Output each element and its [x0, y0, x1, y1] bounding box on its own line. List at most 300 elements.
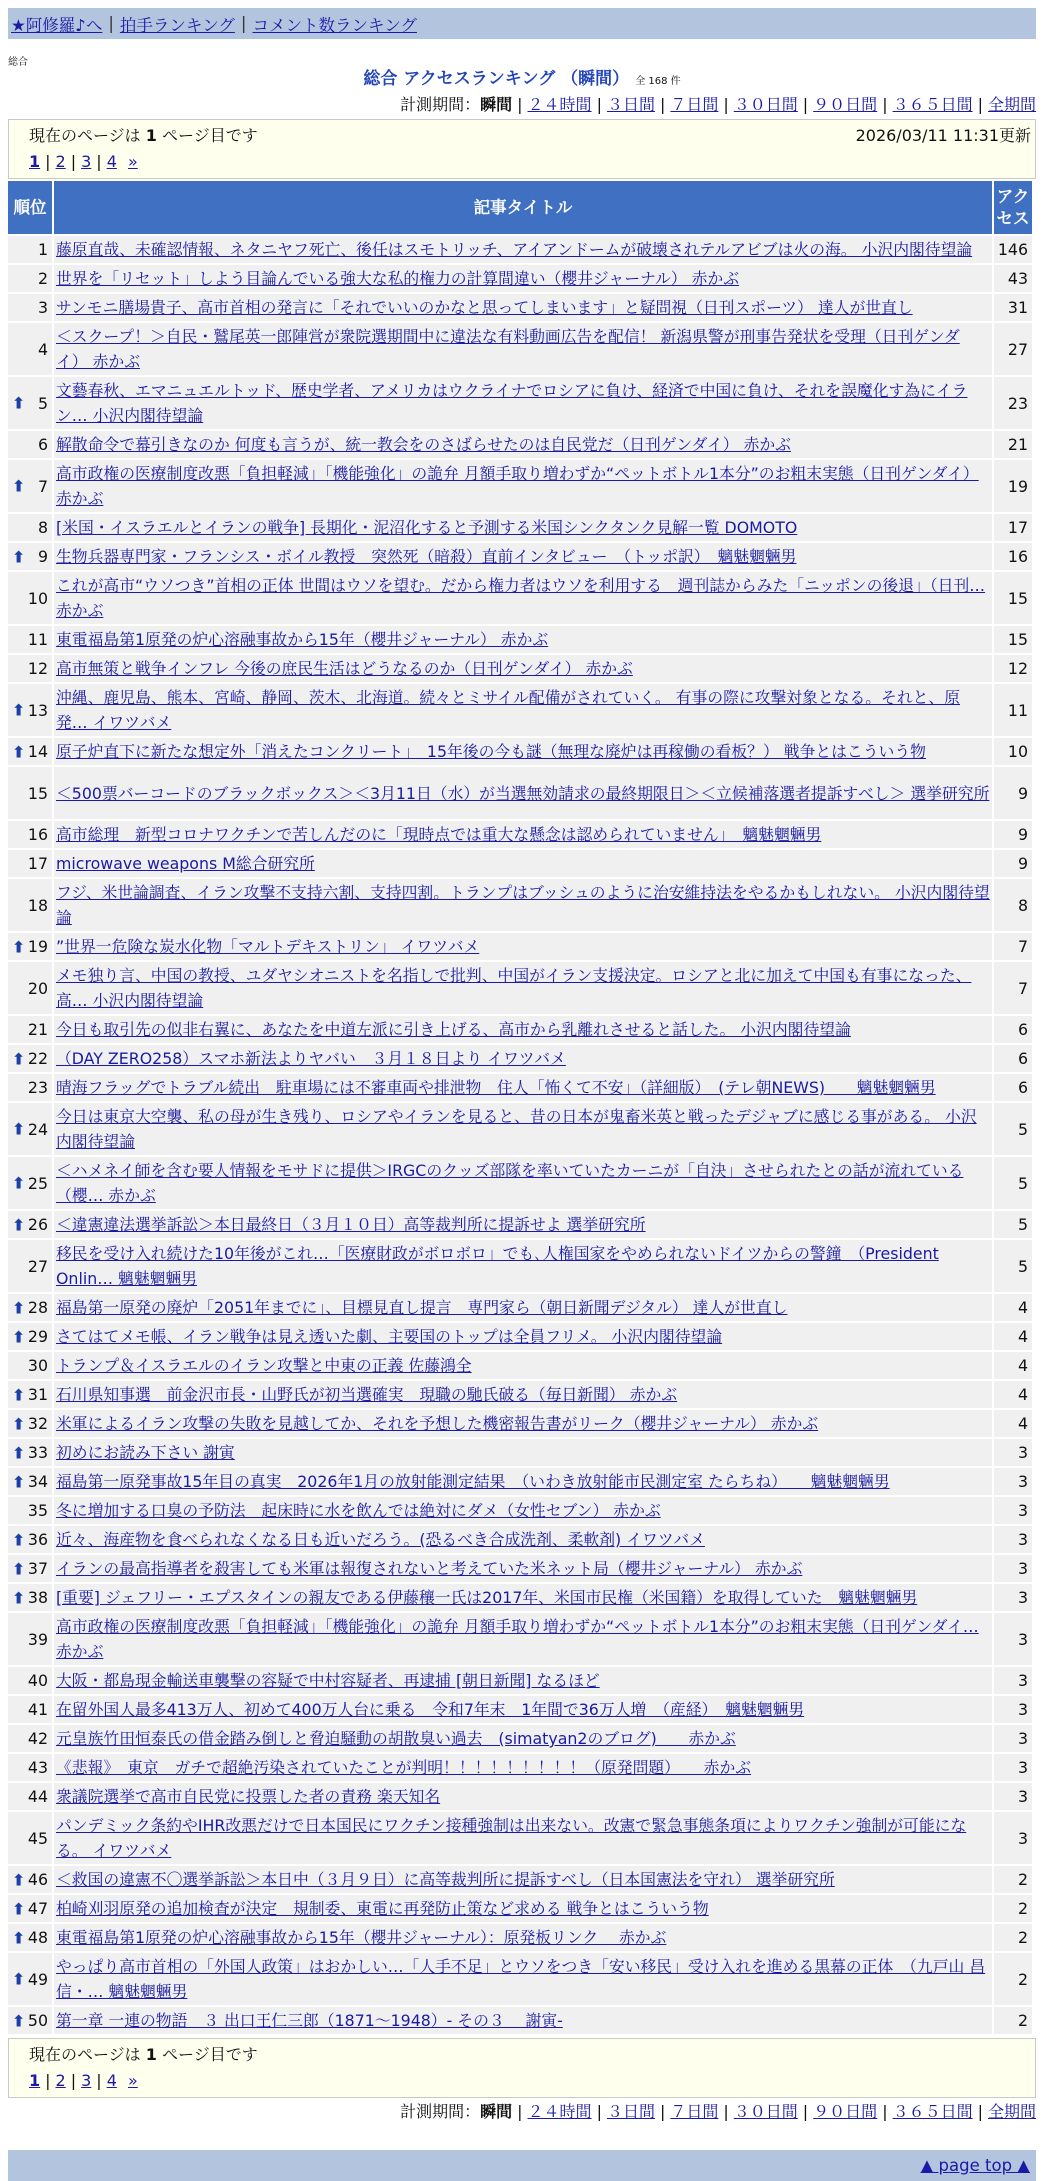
title-cell [54, 1016, 992, 1043]
table-row [8, 1157, 1032, 1209]
title-cell [54, 1497, 992, 1524]
rank-cell [8, 460, 52, 512]
table-row [8, 377, 1032, 429]
rank-number: 20 [27, 978, 48, 998]
rank-up-arrow-icon: ⬆ [12, 1298, 26, 1317]
access-count: 15 [994, 572, 1032, 624]
rank-number: 43 [27, 1758, 48, 1777]
title-cell [54, 2007, 992, 2034]
rank-number: 14 [27, 742, 48, 761]
access-count: 3 [994, 1468, 1032, 1495]
page-top-link[interactable]: ▲ page top ▲ [920, 2156, 1030, 2175]
article-link[interactable]: 元皇族竹田恒泰氏の借金踏み倒しと脅迫騒動の胡散臭い過去 (simatyan2のブログ) 赤かぶ [56, 1729, 736, 1748]
title-cell [54, 767, 992, 819]
title-cell [54, 1696, 992, 1723]
period-separator: | [517, 95, 523, 114]
access-count: 3 [994, 1754, 1032, 1781]
rank-cell [8, 1895, 52, 1922]
rank-cell [8, 1613, 52, 1665]
article-link[interactable]: 米軍によるイラン攻撃の失敗を見越してか、それを予想した機密報告書がリーク（櫻井ジャーナル） 赤かぶ [56, 1414, 819, 1433]
title-cell [54, 377, 992, 429]
rank-cell [8, 1323, 52, 1350]
title-cell [54, 514, 992, 541]
rank-number: 50 [27, 2011, 48, 2030]
rank-cell [8, 2007, 52, 2034]
access-count: 4 [994, 1294, 1032, 1321]
period-option-3[interactable]: ７日間 [670, 2102, 719, 2121]
title-cell [54, 1526, 992, 1553]
rank-up-arrow-icon: ⬆ [12, 1173, 26, 1193]
title-cell [54, 1613, 992, 1665]
rank-cell [8, 1410, 52, 1437]
rank-cell [8, 1924, 52, 1951]
rank-number: 11 [27, 630, 48, 649]
page-link-2[interactable]: 2 [55, 2071, 66, 2090]
rank-cell [8, 1157, 52, 1209]
period-option-1[interactable]: ２４時間 [527, 95, 592, 114]
title-header: 記事タイトル [54, 181, 992, 234]
article-link[interactable]: 今日は東京大空襲、私の母が生き残り、ロシアやイランを見ると、昔の日本が鬼畜米英と戦ったデジャブに感じる事がある。 小沢内閣待望論 [56, 1107, 977, 1151]
rank-number: 36 [27, 1530, 48, 1549]
table-row [8, 738, 1032, 765]
table-row [8, 514, 1032, 541]
table-row [8, 431, 1032, 458]
rank-number: 17 [27, 854, 48, 873]
access-count: 5 [994, 1211, 1032, 1238]
access-count: 5 [994, 1240, 1032, 1292]
rank-cell [8, 821, 52, 848]
article-link[interactable]: トランプ＆イスラエルのイラン攻撃と中東の正義 佐藤鴻全 [56, 1356, 472, 1375]
access-count: 31 [994, 294, 1032, 321]
article-link[interactable]: やっぱり高市首相の「外国人政策」はおかしい…「人手不足」とウソをつき「安い移民」受け入れを進める黒幕の正体 （九戸山 昌信・… 魑魅魍魎男 [56, 1957, 986, 2001]
article-link[interactable]: [重要] ジェフリー・エプスタインの親友である伊藤穰一氏は2017年、米国市民権（米国籍）を取得していた 魑魅魍魎男 [56, 1588, 918, 1607]
access-count: 6 [994, 1074, 1032, 1101]
table-row [8, 572, 1032, 624]
article-link[interactable]: 高市無策と戦争インフレ 今後の庶民生活はどうなるのか（日刊ゲンダイ） 赤かぶ [56, 659, 633, 678]
rank-up-arrow-icon: ⬆ [12, 1119, 26, 1139]
article-link[interactable]: ”世界一危険な炭水化物「マルトデキストリン」 イワツバメ [56, 937, 480, 956]
access-count: 3 [994, 1439, 1032, 1466]
page-status [29, 2042, 1021, 2068]
article-link[interactable]: フジ、米世論調査、イラン攻撃不支持六割、支持四割。トランプはブッシュのように治安維持法をやるかもしれない。 小沢内閣待望論 [56, 883, 990, 927]
article-link[interactable]: 東電福島第1原発の炉心溶融事故から15年（櫻井ジャーナル）：原発板リンク 赤かぶ [56, 1928, 667, 1947]
rank-cell [8, 1103, 52, 1155]
article-link[interactable]: 福島第一原発の廃炉「2051年までに」、目標見直し提言 専門家ら（朝日新聞デジタル） 達人が世直し [56, 1298, 788, 1317]
article-link[interactable]: 高市政権の医療制度改悪「負担軽減」「機能強化」の詭弁 月額手取り増わずか“ペットボトル1本分”のお粗末実態（日刊ゲンダイ… 赤かぶ [56, 1617, 979, 1661]
rank-cell [8, 879, 52, 931]
title-cell [54, 1667, 992, 1694]
rank-cell [8, 1667, 52, 1694]
ranking-table [6, 179, 1034, 2036]
rank-cell [8, 767, 52, 819]
article-link[interactable]: ＜ハメネイ師を含む要人情報をモサドに提供＞IRGCのクッズ部隊を率いていたカーニが「自決」させられたとの話が流れている（櫻… 赤かぶ [56, 1161, 964, 1205]
rank-number: 22 [27, 1049, 48, 1068]
title-cell [54, 684, 992, 736]
article-link[interactable]: これが高市“ウソつき”首相の正体 世間はウソを望む。だから権力者はウソを利用する 週刊誌からみた「ニッポンの後退」（日刊… 赤かぶ [56, 576, 986, 620]
rank-number: 49 [27, 1969, 48, 1989]
access-count: 19 [994, 460, 1032, 512]
table-row [8, 1323, 1032, 1350]
rank-number: 18 [27, 895, 48, 915]
access-count: 3 [994, 1613, 1032, 1665]
period-option-5[interactable]: ９０日間 [813, 2102, 878, 2121]
page-status-suffix: ページ目です [162, 2045, 258, 2064]
access-count: 8 [994, 879, 1032, 931]
next-page-link[interactable]: » [127, 2071, 138, 2090]
table-row [8, 879, 1032, 931]
page-status-prefix: 現在のページは [29, 2045, 141, 2064]
page-link-3[interactable]: 3 [81, 2071, 92, 2090]
rank-number: 12 [27, 659, 48, 678]
access-count: 2 [994, 1924, 1032, 1951]
access-count: 7 [994, 933, 1032, 960]
article-link[interactable]: 生物兵器専門家・フランシス・ボイル教授 突然死（暗殺）直前インタビュー （トッポ訳） 魑魅魍魎男 [56, 547, 797, 566]
title-cell [54, 1323, 992, 1350]
rank-header: 順位 [8, 181, 52, 234]
pager-box [8, 119, 1036, 179]
title-cell [54, 1866, 992, 1893]
title-cell [54, 1074, 992, 1101]
rank-up-arrow-icon: ⬆ [12, 1443, 26, 1462]
table-row [8, 1381, 1032, 1408]
title-cell [54, 1783, 992, 1810]
page-link-1[interactable]: 1 [29, 2071, 41, 2090]
title-cell [54, 1352, 992, 1379]
rank-number: 19 [27, 937, 48, 956]
article-link[interactable]: ＜500票バーコードのブラックボックス＞＜3月11日（水）が当選無効請求の最終期限日＞＜立候補落選者提訴すべし＞ 選挙研究所 [56, 783, 990, 803]
rank-number: 10 [27, 588, 48, 608]
rank-cell [8, 1953, 52, 2005]
access-count: 43 [994, 265, 1032, 292]
article-link[interactable]: 柏崎刈羽原発の追加検査が決定 規制委、東電に再発防止策など求める 戦争とはこういう物 [56, 1899, 709, 1918]
article-link[interactable]: 大阪・都島現金輸送車襲撃の容疑で中村容疑者、再逮捕 [朝日新聞] なるほど [56, 1671, 600, 1690]
access-count: 3 [994, 1555, 1032, 1582]
rank-cell [8, 684, 52, 736]
article-link[interactable]: ＜スクープ！＞自民・鷲尾英一郎陣営が衆院選期間中に違法な有料動画広告を配信！ 新潟県警が刑事告発状を受理（日刊ゲンダイ） 赤かぶ [56, 327, 960, 371]
home-link[interactable]: ★阿修羅♪へ [11, 15, 103, 35]
title-cell [54, 265, 992, 292]
article-link[interactable]: 《悲報》 東京 ガチで超絶汚染されていたことが判明！！！！！！！！！（原発問題） 赤かぶ [56, 1758, 752, 1777]
genre-label: 総合 [8, 57, 28, 68]
table-row [8, 1725, 1032, 1752]
period-separator: | [882, 95, 888, 114]
table-row [8, 323, 1032, 375]
updated-timestamp: 2026/03/11 11:31更新 [855, 126, 1031, 145]
article-link[interactable]: 藤原直哉、未確認情報、ネタニヤフ死亡、後任はスモトリッチ、アイアンドームが破壊されテルアビブは火の海。 小沢内閣待望論 [56, 240, 973, 259]
article-link[interactable]: 高市政権の医療制度改悪「負担軽減」「機能強化」の詭弁 月額手取り増わずか“ペットボトル1本分”のお粗末実態（日刊ゲンダイ） 赤かぶ [56, 464, 979, 508]
period-separator: | [659, 95, 666, 114]
period-separator: | [517, 2102, 523, 2121]
period-separator: | [723, 2102, 729, 2121]
article-link[interactable]: microwave weapons M総合研究所 [56, 854, 315, 873]
article-link[interactable]: さてはてメモ帳、イラン戦争は見え透いた劇、主要国のトップは全員フリメ。 小沢内閣待望論 [56, 1327, 723, 1346]
access-count: 4 [994, 1352, 1032, 1379]
article-link[interactable]: 移民を受け入れ続けた10年後がこれ…「医療財政がボロボロ」でも､人権国家をやめられないドイツからの警鐘 （President Onlin… 魑魅魍魎男 [56, 1244, 939, 1288]
rank-number: 21 [27, 1020, 48, 1039]
title-cell [54, 879, 992, 931]
rank-up-arrow-icon: ⬆ [12, 742, 26, 761]
rank-number: 31 [27, 1385, 48, 1404]
access-count: 3 [994, 1783, 1032, 1810]
title-cell [54, 1240, 992, 1292]
period-option-6[interactable]: ３６５日間 [892, 2102, 973, 2121]
article-link[interactable]: [米国・イスラエルとイランの戦争] 長期化・泥沼化すると予測する米国シンクタンク見解一覧 DOMOTO [56, 518, 798, 537]
rank-number: 25 [27, 1173, 48, 1193]
page-link-3[interactable]: 3 [81, 152, 92, 171]
article-link[interactable]: パンデミック条約やIHR改悪だけで日本国民にワクチン接種強制は出来ない。改憲で緊急事態条項によりワクチン強制が可能になる。 イワツバメ [56, 1816, 967, 1860]
rank-cell [8, 265, 52, 292]
title-cell [54, 1895, 992, 1922]
access-count: 4 [994, 1323, 1032, 1350]
period-selector [8, 91, 1036, 119]
clap-ranking-link[interactable]: 拍手ランキング [119, 15, 235, 35]
title-cell [54, 1812, 992, 1864]
period-option-7[interactable]: 全期間 [987, 95, 1036, 114]
title-cell [54, 850, 992, 877]
title-cell [54, 1410, 992, 1437]
access-count: 7 [994, 962, 1032, 1014]
access-count: 15 [994, 626, 1032, 653]
article-link[interactable]: 近々、海産物を食べられなくなる日も近いだろう。(恐るべき合成洗剤、柔軟剤) イワツバメ [56, 1530, 705, 1549]
article-link[interactable]: 今日も取引先の似非右翼に、あなたを中道左派に引き上げる、高市から乳離れさせると話した。 小沢内閣待望論 [56, 1020, 851, 1039]
period-option-2[interactable]: ３日間 [606, 2102, 655, 2121]
article-link[interactable]: 冬に増加する口臭の予防法 起床時に水を飲んでは絶対にダメ（女性セブン） 赤かぶ [56, 1501, 661, 1520]
article-link[interactable]: イランの最高指導者を殺害しても米軍は報復されないと考えていた米ネット局（櫻井ジャーナル） 赤かぶ [56, 1559, 803, 1578]
nav-separator: | [240, 14, 247, 33]
table-row [8, 1526, 1032, 1553]
access-count: 27 [994, 323, 1032, 375]
rank-up-arrow-icon: ⬆ [12, 1559, 26, 1578]
title-cell [54, 1211, 992, 1238]
rank-cell [8, 294, 52, 321]
article-link[interactable]: 沖縄、鹿児島、熊本、宮崎、静岡、茨木、北海道。続々とミサイル配備がされていく。 有事の際に攻撃対象となる。それと、原発… イワツバメ [56, 688, 961, 732]
table-row [8, 1783, 1032, 1810]
table-row [8, 294, 1032, 321]
rank-up-arrow-icon: ⬆ [12, 1414, 26, 1433]
rank-number: 33 [27, 1443, 48, 1462]
rank-up-arrow-icon: ⬆ [12, 1928, 26, 1947]
next-page-link[interactable]: » [127, 152, 138, 171]
period-option-4[interactable]: ３０日間 [733, 95, 798, 114]
table-row [8, 1045, 1032, 1072]
rank-up-arrow-icon: ⬆ [12, 476, 26, 496]
title-cell [54, 1584, 992, 1611]
comment-ranking-link[interactable]: コメント数ランキング [252, 15, 417, 35]
rank-number: 26 [27, 1215, 48, 1234]
rank-cell [8, 431, 52, 458]
article-link[interactable]: ＜違憲違法選挙訴訟＞本日最終日（３月１０日）高等裁判所に提訴せよ 選挙研究所 [56, 1215, 646, 1234]
table-row [8, 1439, 1032, 1466]
rank-cell [8, 1725, 52, 1752]
title-cell [54, 1439, 992, 1466]
article-link[interactable]: 在留外国人最多413万人、初めて400万人台に乗る 令和7年末 1年間で36万人増 （産経） 魑魅魍魎男 [56, 1700, 805, 1719]
article-link[interactable]: 石川県知事選 前金沢市長・山野氏が初当選確実 現職の馳氏破る（毎日新聞） 赤かぶ [56, 1385, 678, 1404]
table-row [8, 684, 1032, 736]
title-cell [54, 294, 992, 321]
period-option-6[interactable]: ３６５日間 [892, 95, 973, 114]
period-separator: | [977, 2102, 983, 2121]
access-count: 3 [994, 1667, 1032, 1694]
access-count: 11 [994, 684, 1032, 736]
rank-number: 40 [27, 1671, 48, 1690]
title-cell [54, 655, 992, 682]
pagination [29, 149, 1021, 175]
access-count: 9 [994, 850, 1032, 877]
article-link[interactable]: 東電福島第1原発の炉心溶融事故から15年（櫻井ジャーナル） 赤かぶ [56, 630, 549, 649]
table-row [8, 933, 1032, 960]
article-link[interactable]: 原子炉直下に新たな想定外「消えたコンクリート」 15年後の今も謎（無理な廃炉は再稼働の看板？） 戦争とはこういう物 [56, 742, 926, 761]
table-row [8, 1667, 1032, 1694]
period-option-2[interactable]: ３日間 [606, 95, 655, 114]
pagination [29, 2068, 1021, 2094]
rank-cell [8, 1783, 52, 1810]
article-link[interactable]: 初めにお読み下さい 謝寅 [56, 1443, 235, 1462]
page-link-4[interactable]: 4 [106, 2071, 117, 2090]
period-option-4[interactable]: ３０日間 [733, 2102, 798, 2121]
rank-number: 48 [27, 1928, 48, 1947]
rank-up-arrow-icon: ⬆ [12, 1899, 26, 1918]
title-cell [54, 1725, 992, 1752]
period-current: 瞬間 [480, 2102, 513, 2121]
rank-number: 3 [37, 298, 48, 317]
period-option-3[interactable]: ７日間 [670, 95, 719, 114]
pagination-separator: | [70, 2071, 77, 2090]
table-row [8, 460, 1032, 512]
rank-number: 35 [27, 1501, 48, 1520]
ranking-rows [8, 236, 1032, 2034]
rank-number: 42 [27, 1729, 48, 1748]
title-cell [54, 962, 992, 1014]
article-link[interactable]: サンモニ膳場貴子、高市首相の発言に「それでいいのかなと思ってしまいます」と疑問視（日刊スポーツ） 達人が世直し [56, 298, 913, 317]
rank-number: 27 [27, 1256, 48, 1276]
rank-cell [8, 1381, 52, 1408]
rank-up-arrow-icon: ⬆ [12, 937, 26, 956]
rank-cell [8, 1526, 52, 1553]
rank-number: 15 [27, 783, 48, 803]
table-row [8, 1613, 1032, 1665]
rank-cell [8, 738, 52, 765]
period-separator: | [596, 95, 602, 114]
pagination-separator: | [96, 2071, 102, 2090]
article-link[interactable]: ＜救国の違憲不〇選挙訴訟＞本日中（３月９日）に高等裁判所に提訴すべし（日本国憲法を守れ） 選挙研究所 [56, 1870, 835, 1889]
access-count: 9 [994, 767, 1032, 819]
top-nav-bar [8, 8, 1036, 39]
article-link[interactable]: 世界を「リセット」しよう目論んでいる強大な私的権力の計算間違い（櫻井ジャーナル） 赤かぶ [56, 269, 740, 288]
article-link[interactable]: メモ独り言、中国の教授、ユダヤシオニストを名指しで批判、中国がイラン支援決定。ロシアと北に加えて中国も有事になった、高… 小沢内閣待望論 [56, 966, 972, 1010]
table-row [8, 1812, 1032, 1864]
rank-cell [8, 236, 52, 263]
table-row [8, 1016, 1032, 1043]
rank-up-arrow-icon: ⬆ [12, 1327, 26, 1346]
article-link[interactable]: （DAY ZERO258）スマホ新法よりヤバい ３月１８日より イワツバメ [56, 1049, 566, 1068]
access-count: 5 [994, 1157, 1032, 1209]
period-label: 計測期間： [400, 2102, 481, 2121]
access-count: 12 [994, 655, 1032, 682]
article-link[interactable]: 晴海フラッグでトラブル続出 駐車場には不審車両や排泄物 住人「怖くて不安」（詳細版） (テレ朝NEWS) 魑魅魍魎男 [56, 1078, 936, 1097]
rank-up-arrow-icon: ⬆ [12, 1472, 26, 1491]
access-count: 2 [994, 1953, 1032, 2005]
access-count: 3 [994, 1696, 1032, 1723]
access-count: 23 [994, 377, 1032, 429]
period-option-1[interactable]: ２４時間 [527, 2102, 592, 2121]
page-link-4[interactable]: 4 [106, 152, 117, 171]
rank-up-arrow-icon: ⬆ [12, 1530, 26, 1549]
rank-number: 7 [37, 476, 48, 496]
article-link[interactable]: 高市総理 新型コロナワクチンで苦しんだのに「現時点では重大な懸念は認められていません」 魑魅魍魎男 [56, 825, 822, 844]
table-header-row [8, 181, 1032, 234]
access-count: 3 [994, 1526, 1032, 1553]
rank-number: 41 [27, 1700, 48, 1719]
title-cell [54, 626, 992, 653]
table-row [8, 1497, 1032, 1524]
title-cell [54, 236, 992, 263]
rank-number: 9 [37, 547, 48, 566]
access-count: 3 [994, 1812, 1032, 1864]
access-count: 2 [994, 1866, 1032, 1893]
title-cell [54, 543, 992, 570]
access-count: 4 [994, 1381, 1032, 1408]
rank-cell [8, 1497, 52, 1524]
article-link[interactable]: 第一章 一連の物語 ３ 出口王仁三郎（1871～1948）- その３ 謝寅- [56, 2011, 563, 2030]
rank-cell [8, 1812, 52, 1864]
article-link[interactable]: 解散命令で幕引きなのか 何度も言うが、統一教会をのさばらせたのは自民党だ（日刊ゲンダイ） 赤かぶ [56, 435, 791, 454]
rank-number: 38 [27, 1588, 48, 1607]
rank-number: 24 [27, 1119, 48, 1139]
period-option-7[interactable]: 全期間 [987, 2102, 1036, 2121]
article-link[interactable]: 衆議院選挙で高市自民党に投票した者の責務 楽天知名 [56, 1787, 441, 1806]
access-count: 3 [994, 1497, 1032, 1524]
page-link-2[interactable]: 2 [55, 152, 66, 171]
rank-up-arrow-icon: ⬆ [12, 2011, 26, 2030]
rank-cell [8, 626, 52, 653]
pagination-separator: | [45, 152, 51, 171]
rank-cell [8, 572, 52, 624]
rank-cell [8, 1754, 52, 1781]
table-row [8, 2007, 1032, 2034]
rank-number: 13 [27, 700, 48, 720]
page-link-1[interactable]: 1 [29, 152, 41, 171]
table-row [8, 265, 1032, 292]
rank-up-arrow-icon: ⬆ [12, 1215, 26, 1234]
table-row [8, 1924, 1032, 1951]
rank-up-arrow-icon: ⬆ [12, 1969, 26, 1989]
table-row [8, 1294, 1032, 1321]
rank-cell [8, 1555, 52, 1582]
table-row [8, 626, 1032, 653]
rank-up-arrow-icon: ⬆ [12, 547, 26, 566]
period-separator: | [723, 95, 729, 114]
access-count: 17 [994, 514, 1032, 541]
rank-cell [8, 1074, 52, 1101]
table-row [8, 821, 1032, 848]
table-row [8, 1352, 1032, 1379]
rank-cell [8, 377, 52, 429]
title-cell [54, 1468, 992, 1495]
rank-number: 44 [27, 1787, 48, 1806]
period-option-5[interactable]: ９０日間 [813, 95, 878, 114]
article-link[interactable]: 福島第一原発事故15年目の真実 2026年1月の放射能測定結果 （いわき放射能市民測定室 たらちね） 魑魅魍魎男 [56, 1472, 890, 1491]
table-row [8, 1953, 1032, 2005]
rank-cell [8, 543, 52, 570]
rank-cell [8, 323, 52, 375]
rank-cell [8, 1240, 52, 1292]
pagination-separator: | [45, 2071, 51, 2090]
pagination-separator: | [70, 152, 77, 171]
title-cell [54, 738, 992, 765]
access-count: 10 [994, 738, 1032, 765]
article-link[interactable]: 文藝春秋、エマニュエルトッド、歴史学者、アメリカはウクライナでロシアに負け、経済で中国に負け、それを誤魔化す為にイラン… 小沢内閣待望論 [56, 381, 968, 425]
access-count: 3 [994, 1725, 1032, 1752]
